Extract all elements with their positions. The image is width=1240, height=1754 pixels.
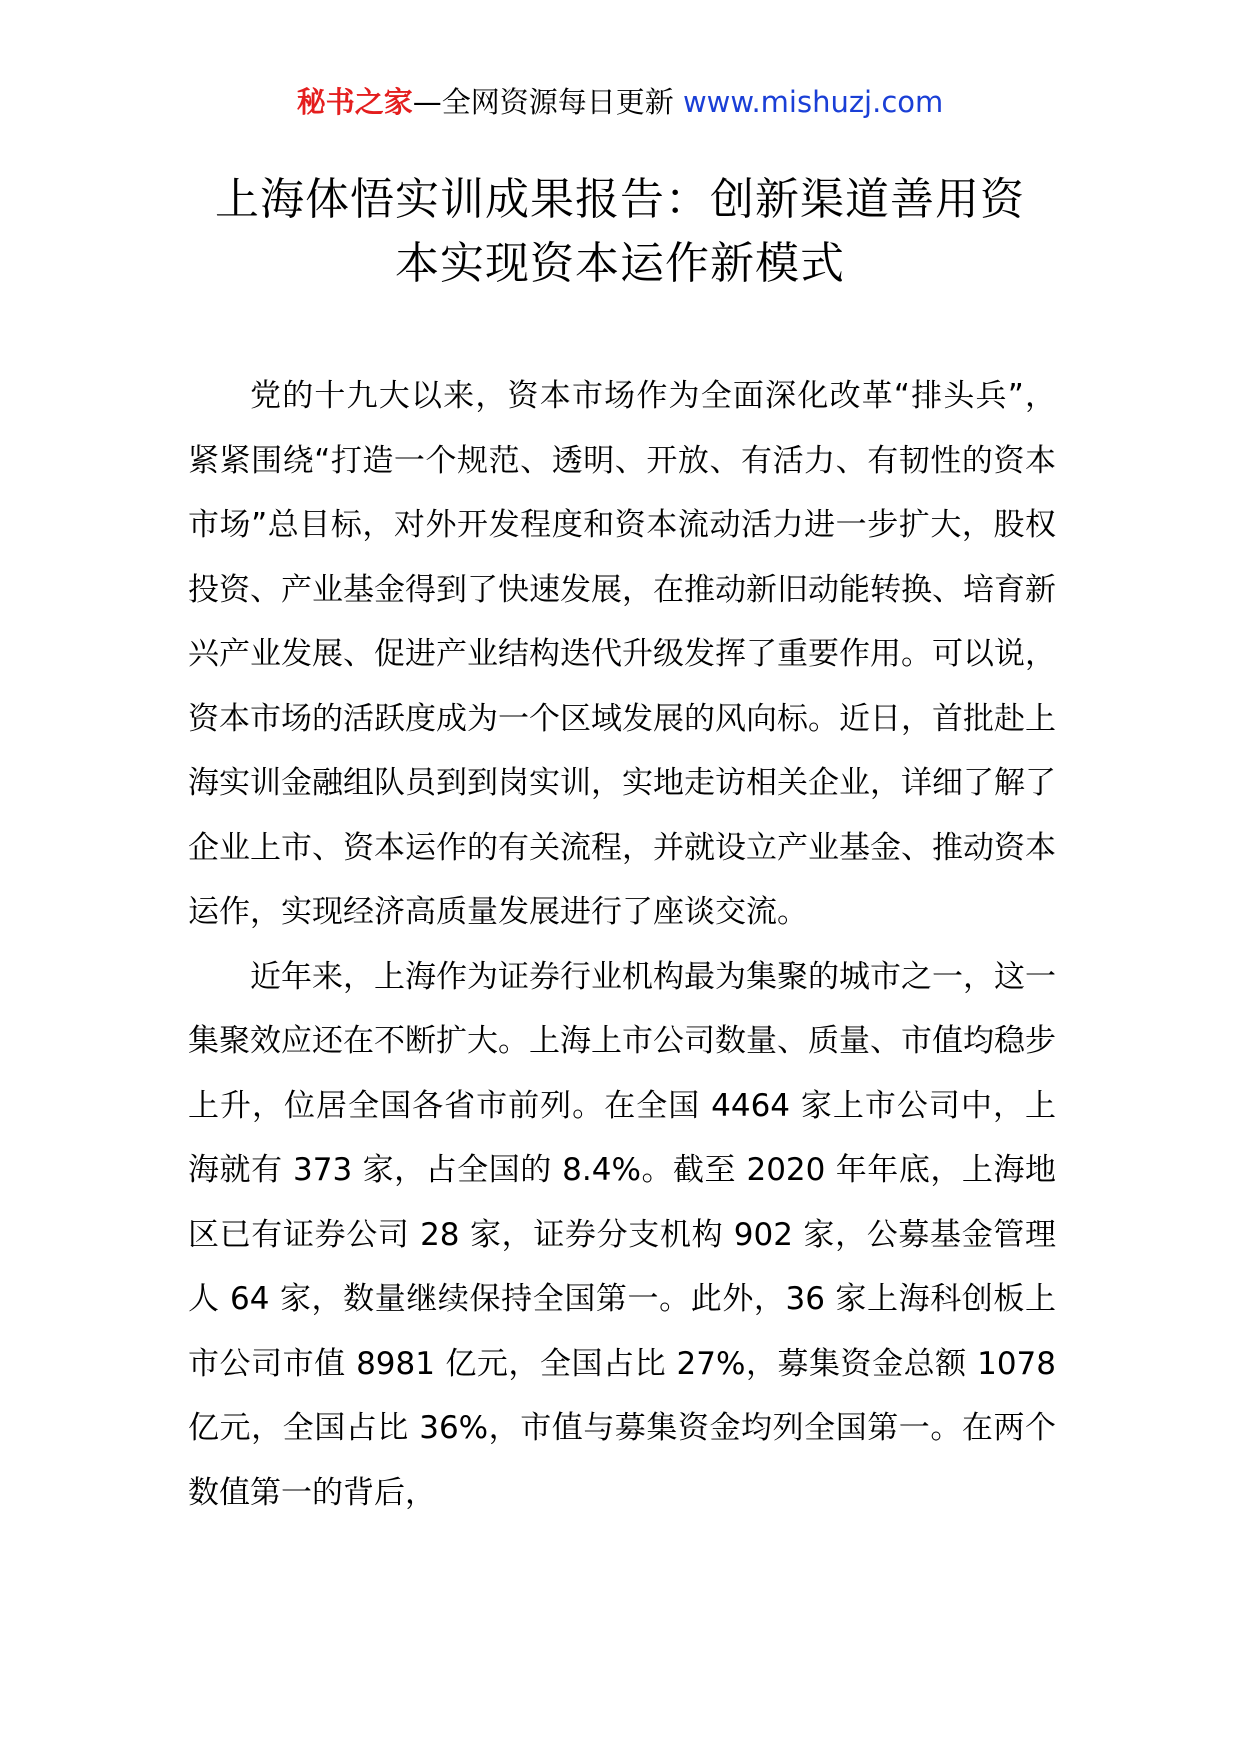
document-title-line-2: 本实现资本运作新模式 <box>395 238 845 289</box>
site-header <box>0 82 1240 122</box>
document-body <box>188 364 1056 1525</box>
site-brand: 秘书之家 <box>296 85 413 119</box>
document-title <box>150 168 1090 296</box>
site-tagline: —全网资源每日更新 <box>412 85 683 119</box>
document-title-line-1: 上海体悟实训成果报告：创新渠道善用资 <box>215 174 1025 225</box>
body-paragraph-2: 近年来，上海作为证券行业机构最为集聚的城市之一，这一集聚效应还在不断扩大。上海上市公司数量、质量、市值均稳步上升，位居全国各省市前列。在全国 4464 家上市公司中，上海就有 373 家，占全国的 8.4%。截至 2020 年年底，上海地区已有证券公司 28 家，证券分支机构 902 家，公募基金管理人 64 家，数量继续保持全国第一。此外，36 家上海科创板上市公司市值 8981 亿元，全国占比 27%，募集资金总额 1078 亿元，全国占比 36%，市值与募集资金均列全国第一。在两个数值第一的背后， <box>188 958 1056 1511</box>
site-url-link[interactable]: www.mishuzj.com <box>682 85 944 119</box>
body-paragraph-1: 党的十九大以来，资本市场作为全面深化改革“排头兵”，紧紧围绕“打造一个规范、透明、开放、有活力、有韧性的资本市场”总目标，对外开发程度和资本流动活力进一步扩大，股权投资、产业基金得到了快速发展，在推动新旧动能转换、培育新兴产业发展、促进产业结构迭代升级发挥了重要作用。可以说，资本市场的活跃度成为一个区域发展的风向标。近日，首批赴上海实训金融组队员到到岗实训，实地走访相关企业，详细了解了企业上市、资本运作的有关流程，并就设立产业基金、推动资本运作，实现经济高质量发展进行了座谈交流。 <box>188 378 1056 930</box>
